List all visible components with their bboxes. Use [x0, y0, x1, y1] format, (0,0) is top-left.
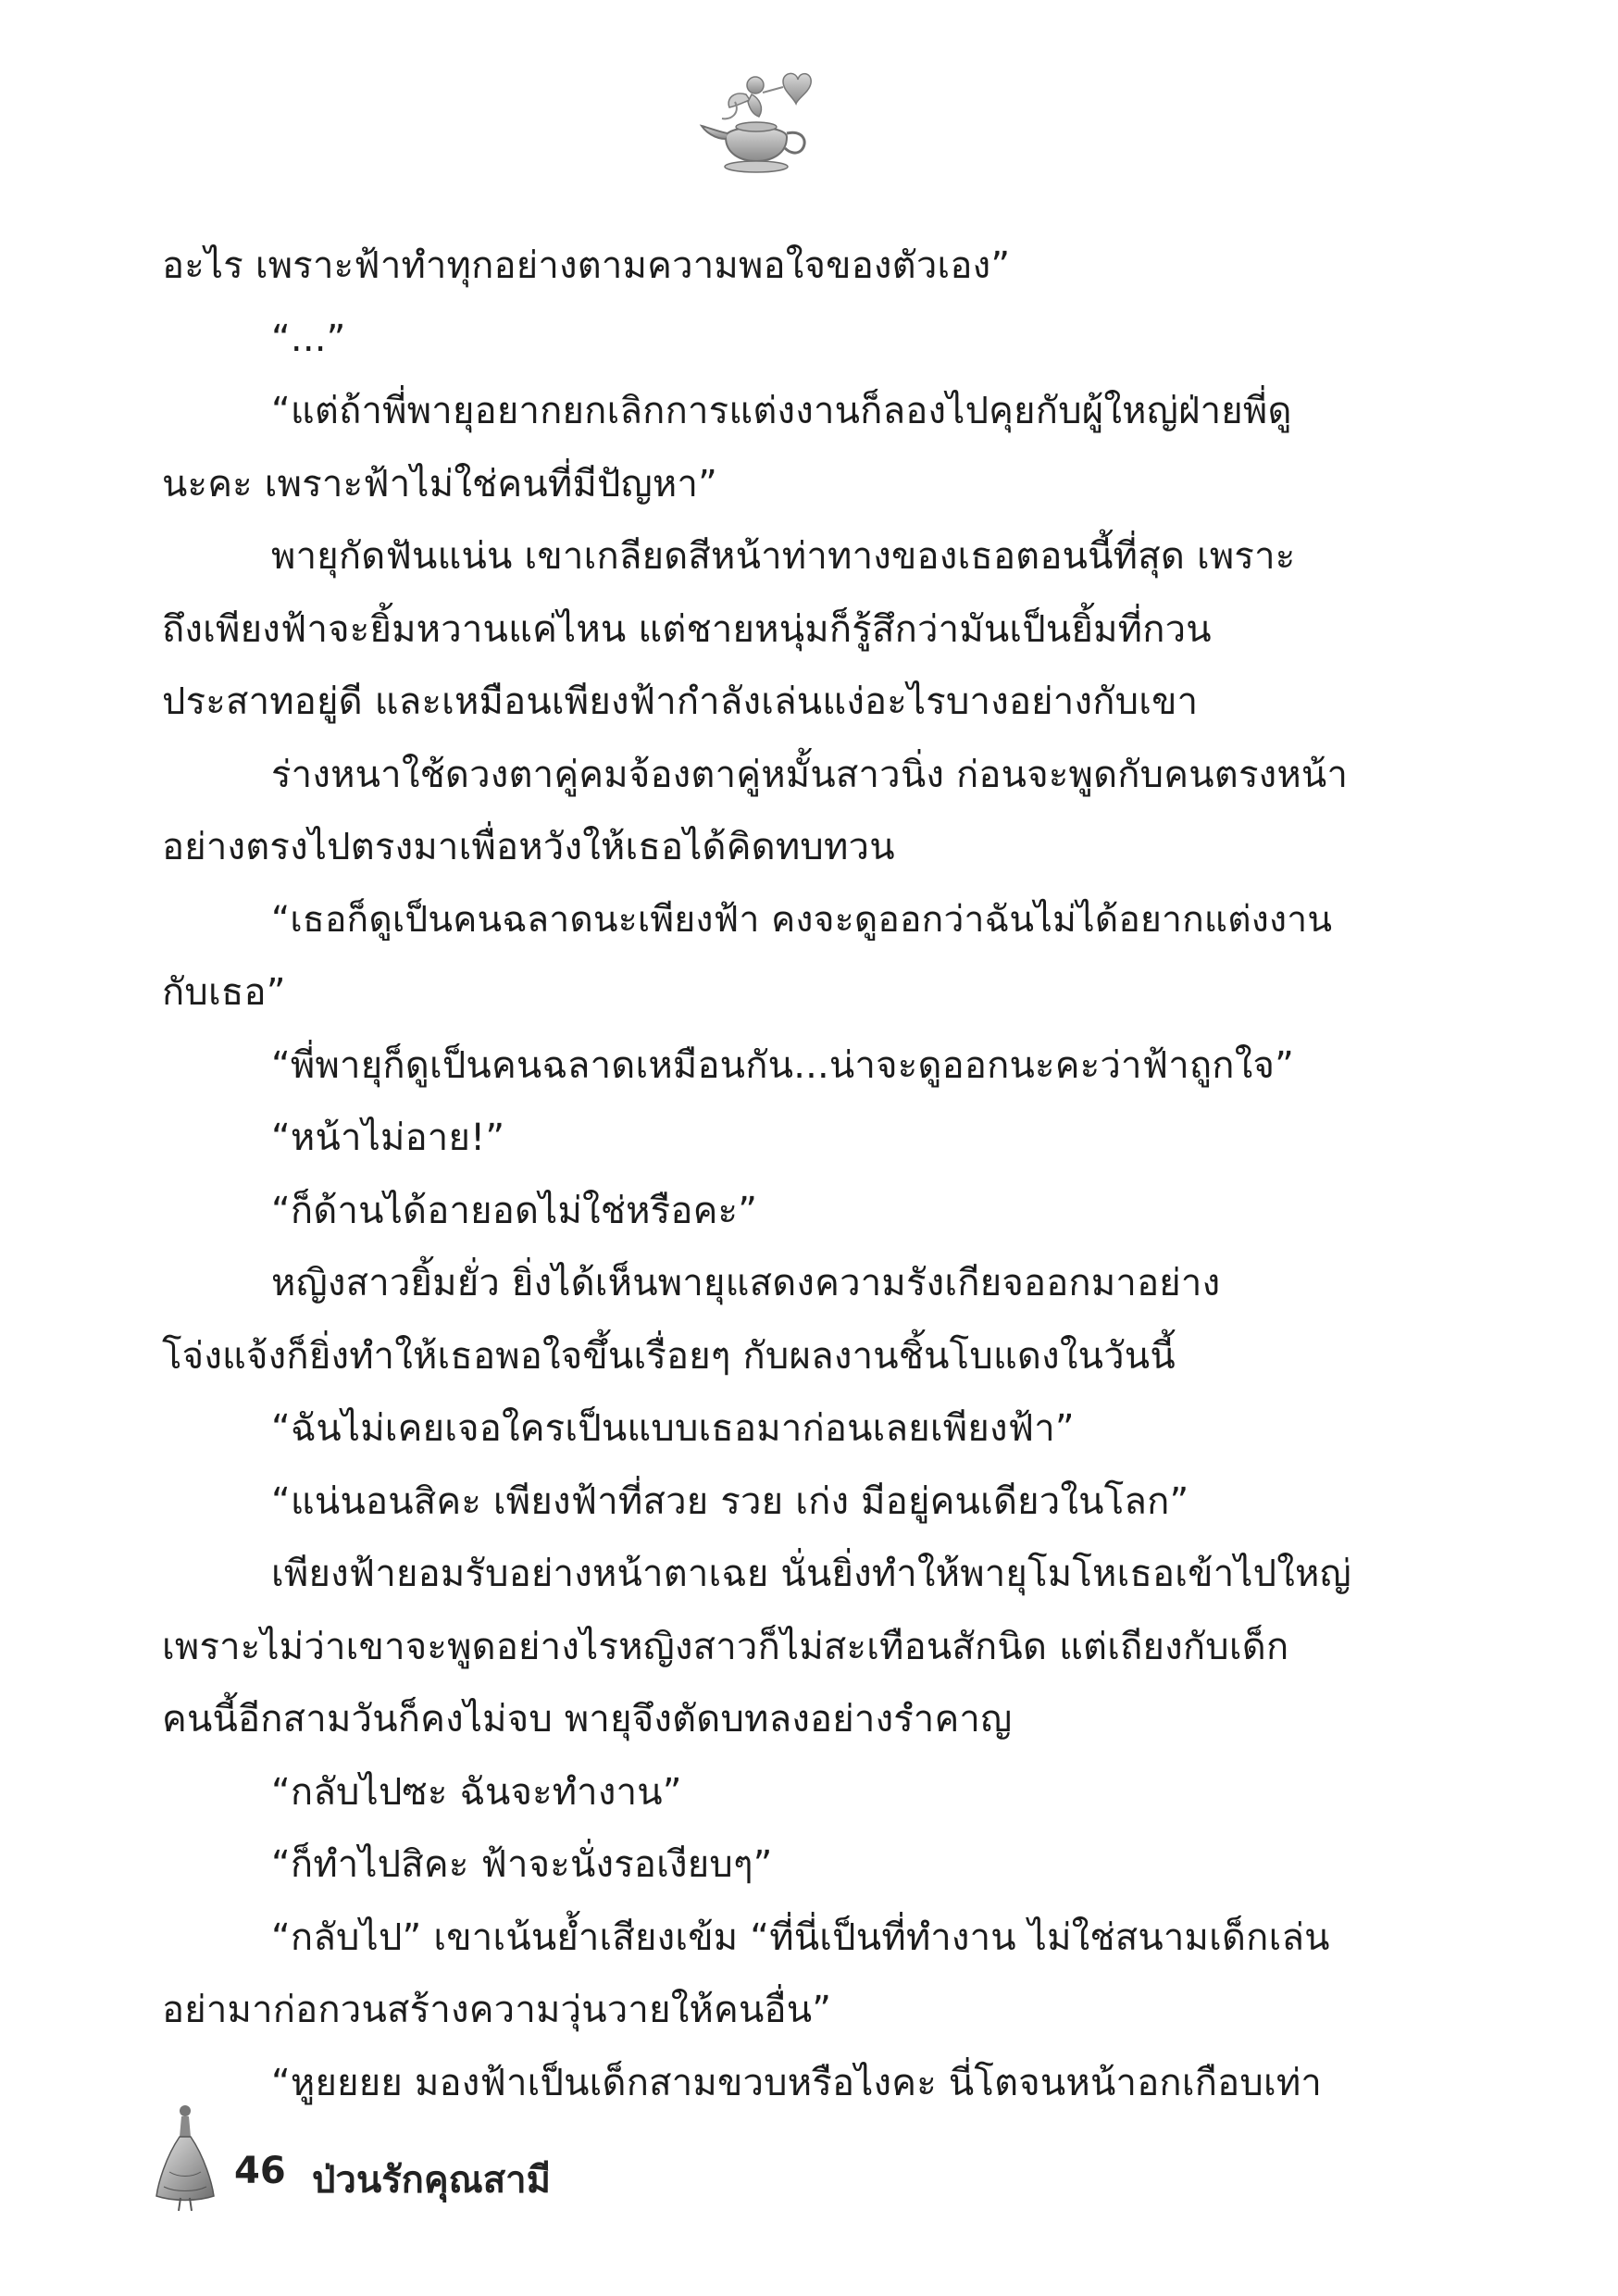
text-line: คนนี้อีกสามวันก็คงไม่จบ พายุจึงตัดบทลงอย่างรำคาญ [162, 1698, 1013, 1741]
text-line: อย่ามาก่อกวนสร้างความวุ่นวายให้คนอื่น” [162, 1989, 832, 2031]
text-line: “ก็ด้านได้อายอดไม่ใช่หรือคะ” [271, 1189, 758, 1232]
text-line: ร่างหนาใช้ดวงตาคู่คมจ้องตาคู่หมั้นสาวนิ่ง ก่อนจะพูดกับคนตรงหน้า [271, 753, 1349, 796]
text-line: “หูยยยย มองฟ้าเป็นเด็กสามขวบหรือไงคะ นี่โตจนหน้าอกเกือบเท่า [271, 2061, 1323, 2104]
page-footer [153, 2102, 986, 2213]
text-line: “กลับไปซะ ฉันจะทำงาน” [271, 1770, 682, 1814]
page-number: 46 [234, 2150, 286, 2192]
teapot-cupid-ornament-icon [698, 65, 818, 176]
text-line: เพียงฟ้ายอมรับอย่างหน้าตาเฉย นั่นยิ่งทำให้พายุโมโหเธอเข้าไปใหญ่ [271, 1553, 1351, 1595]
text-line: “หน้าไม่อาย!” [271, 1117, 505, 1159]
text-line: “พี่พายุก็ดูเป็นคนฉลาดเหมือนกัน...น่าจะดูออกนะคะว่าฟ้าถูกใจ” [271, 1043, 1295, 1087]
text-line: “...” [271, 317, 346, 360]
body-text [162, 230, 1356, 2119]
lady-in-dress-icon [153, 2102, 218, 2213]
text-line: พายุกัดฟันแน่น เขาเกลียดสีหน้าท่าทางของเธอตอนนี้ที่สุด เพราะ [271, 535, 1296, 578]
text-line: “กลับไป” เขาเน้นย้ำเสียงเข้ม “ที่นี่เป็นที่ทำงาน ไม่ใช่สนามเด็กเล่น [271, 1915, 1330, 1959]
text-line: อย่างตรงไปตรงมาเพื่อหวังให้เธอได้คิดทบทวน [162, 826, 895, 868]
text-line: ถึงเพียงฟ้าจะยิ้มหวานแค่ไหน แต่ชายหนุ่มก็รู้สึกว่ามันเป็นยิ้มที่กวน [162, 607, 1212, 651]
text-line: “แน่นอนสิคะ เพียงฟ้าที่สวย รวย เก่ง มีอยู่คนเดียวในโลก” [271, 1479, 1189, 1523]
text-line: กับเธอ” [162, 971, 286, 1014]
text-line: อะไร เพราะฟ้าทำทุกอย่างตามความพอใจของตัวเอง” [162, 244, 1011, 287]
book-title: ป่วนรักคุณสามี [312, 2159, 552, 2202]
text-line: นะคะ เพราะฟ้าไม่ใช่คนที่มีปัญหา” [162, 462, 718, 505]
text-line: โจ่งแจ้งก็ยิ่งทำให้เธอพอใจขึ้นเรื่อยๆ กับผลงานชิ้นโบแดงในวันนี้ [162, 1334, 1176, 1378]
text-line: เพราะไม่ว่าเขาจะพูดอย่างไรหญิงสาวก็ไม่สะเทือนสักนิด แต่เถียงกับเด็ก [162, 1625, 1289, 1668]
text-line: “เธอก็ดูเป็นคนฉลาดนะเพียงฟ้า คงจะดูออกว่าฉันไม่ได้อยากแต่งงาน [271, 898, 1333, 941]
text-line: “ก็ทำไปสิคะ ฟ้าจะนั่งรอเงียบๆ” [271, 1843, 773, 1886]
text-line: “แต่ถ้าพี่พายุอยากยกเลิกการแต่งงานก็ลองไปคุยกับผู้ใหญ่ฝ่ายพี่ดู [271, 390, 1292, 432]
text-line: “ฉันไม่เคยเจอใครเป็นแบบเธอมาก่อนเลยเพียงฟ้า” [271, 1407, 1075, 1450]
text-line: ประสาทอยู่ดี และเหมือนเพียงฟ้ากำลังเล่นแง่อะไรบางอย่างกับเขา [162, 680, 1199, 723]
text-line: หญิงสาวยิ้มยั่ว ยิ่งได้เห็นพายุแสดงความรังเกียจออกมาอย่าง [271, 1262, 1221, 1304]
